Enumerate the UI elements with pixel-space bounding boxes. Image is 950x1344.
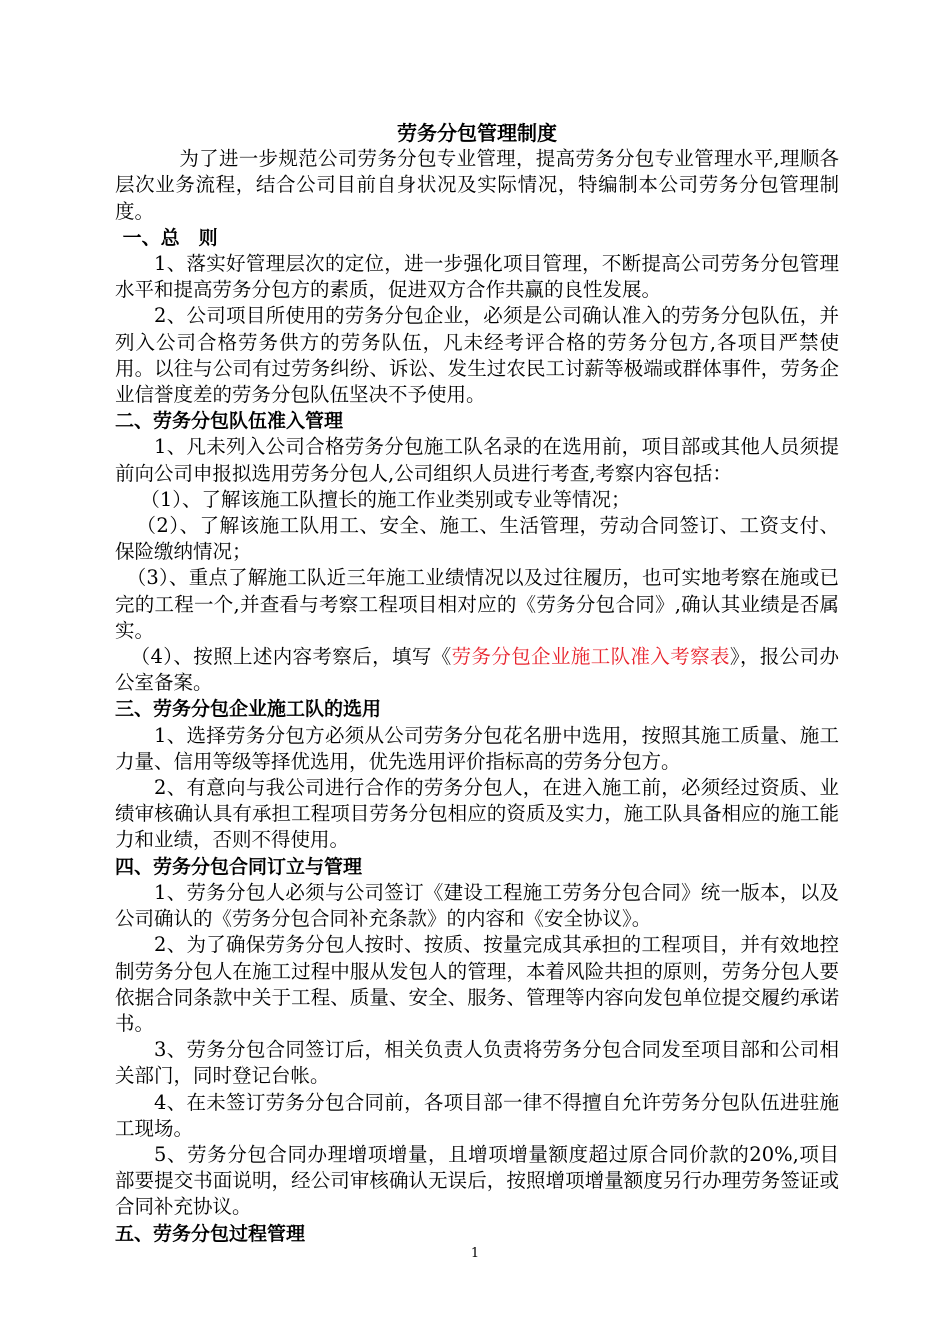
page-number: 1: [470, 1246, 480, 1261]
section4-paragraph-3: 3、劳务分包合同签订后，相关负责人负责将劳务分包合同发至项目部和公司相关部门，同时登记台帐。: [115, 1038, 839, 1088]
section-heading-contract: 四、劳务分包合同订立与管理: [115, 855, 363, 878]
section2-item-3: （3）、重点了解施工队近三年施工业绩情况以及过往履历，也可实地考察在施或已完的工程一个,并查看与考察工程项目相对应的《劳务分包合同》,确认其业绩是否属实。: [115, 566, 839, 642]
section2-item-4-before: （4）、按照上述内容考察后，填写《: [130, 645, 452, 669]
section3-paragraph-1: 1、选择劳务分包方必须从公司劳务分包花名册中选用，按照其施工质量、施工力量、信用等级等择优选用，优先选用评价指标高的劳务分包方。: [115, 723, 839, 773]
admission-form-name: 劳务分包企业施工队准入考察表: [451, 645, 730, 669]
section-heading-process: 五、劳务分包过程管理: [115, 1222, 306, 1245]
section-heading-admission: 二、劳务分包队伍准入管理: [115, 410, 344, 433]
section2-item-2: （2）、了解该施工队用工、安全、施工、生活管理，劳动合同签订、工资支付、保险缴纳情况；: [115, 514, 839, 564]
document-title: 劳务分包管理制度: [397, 121, 557, 145]
section4-paragraph-1: 1、劳务分包人必须与公司签订《建设工程施工劳务分包合同》统一版本，以及公司确认的《劳务分包合同补充条款》的内容和《安全协议》。: [115, 880, 839, 931]
section-heading-general: 一、总 则: [122, 226, 218, 249]
section2-paragraph-1: 1、凡未列入公司合格劳务分包施工队名录的在选用前，项目部或其他人员须提前向公司申报拟选用劳务分包人,公司组织人员进行考查,考察内容包括：: [115, 435, 839, 485]
section4-paragraph-4: 4、在未签订劳务分包合同前，各项目部一律不得擅自允许劳务分包队伍进驻施工现场。: [115, 1090, 839, 1140]
section2-item-4-after: 》，报公司办公室备案。: [115, 645, 839, 695]
section1-paragraph-1: 1、落实好管理层次的定位，进一步强化项目管理，不断提高公司劳务分包管理水平和提高劳务分包方的素质，促进双方合作共赢的良性发展。: [115, 252, 839, 302]
section4-paragraph-2: 2、为了确保劳务分包人按时、按质、按量完成其承担的工程项目，并有效地控制劳务分包人在施工过程中服从发包人的管理，本着风险共担的原则，劳务分包人要依据合同条款中关于工程、质量、安全、服务、管理等内容向发包单位提交履约承诺书。: [115, 933, 839, 1035]
section2-item-1: （1）、了解该施工队擅长的施工作业类别或专业等情况；: [140, 487, 631, 511]
section1-paragraph-2: 2、公司项目所使用的劳务分包企业，必须是公司确认准入的劳务分包队伍，并列入公司合格劳务供方的劳务队伍，凡未经考评合格的劳务分包方,各项目严禁使用。以往与公司有过劳务纠纷、诉讼、发生过农民工讨薪等极端或群体事件，劳务企业信誉度差的劳务分包队伍坚决不予使用。: [115, 304, 839, 407]
document-body: [115, 120, 839, 1247]
section2-item-4: [115, 644, 839, 696]
section4-paragraph-5: 5、劳务分包合同办理增项增量，且增项增量额度超过原合同价款的20%,项目部要提交书面说明，经公司审核确认无误后，按照增项增量额度另行办理劳务签证或合同补充协议。: [115, 1142, 839, 1219]
section-heading-selection: 三、劳务分包企业施工队的选用: [115, 698, 382, 721]
intro-paragraph: 为了进一步规范公司劳务分包专业管理，提高劳务分包专业管理水平,理顺各层次业务流程，结合公司目前自身状况及实际情况，特编制本公司劳务分包管理制度。: [115, 147, 839, 223]
section3-paragraph-2: 2、有意向与我公司进行合作的劳务分包人，在进入施工前，必须经过资质、业绩审核确认具有承担工程项目劳务分包相应的资质及实力，施工队具备相应的施工能力和业绩，否则不得使用。: [115, 776, 839, 852]
